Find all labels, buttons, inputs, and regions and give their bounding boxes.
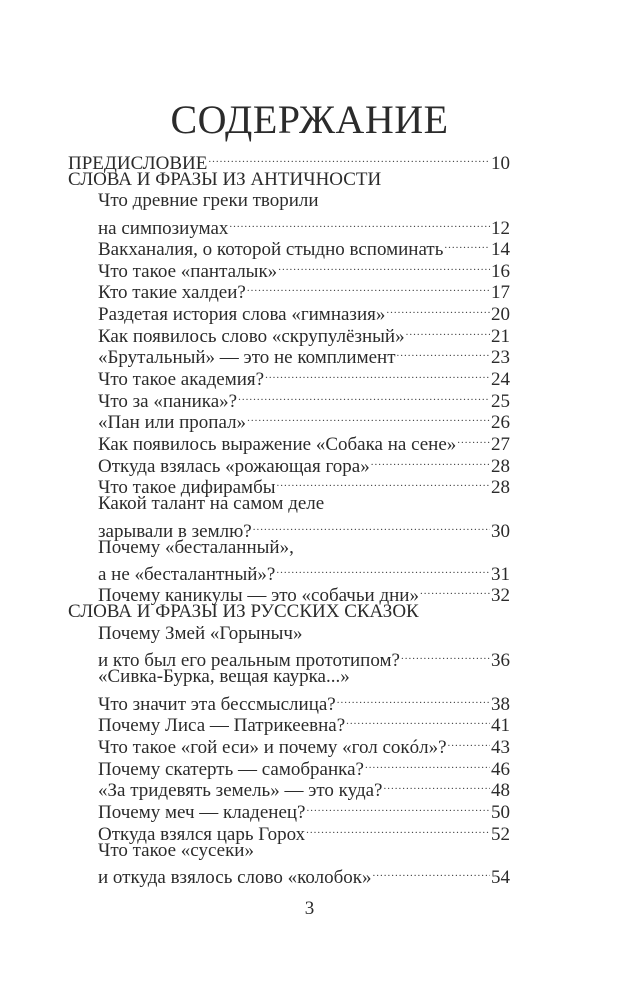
toc-entry-line[interactable] <box>68 493 510 515</box>
entry-title: «Сивка-Бурка, вещая каурка...» <box>98 666 350 688</box>
page-ref: 14 <box>491 239 510 261</box>
entry-title: Какой талант на самом деле <box>98 493 325 515</box>
page-ref: 27 <box>491 433 510 455</box>
entry-title: Почему «бесталанный», <box>98 536 294 558</box>
dot-leader <box>337 688 490 710</box>
entry-title: «Пан или пропал» <box>98 412 247 434</box>
dot-leader <box>306 818 490 840</box>
page-ref: 43 <box>491 736 510 758</box>
toc-entry-line[interactable] <box>68 212 510 239</box>
entry-title: Почему Змей «Горыныч» <box>98 623 303 645</box>
toc-entry-line[interactable] <box>68 861 510 888</box>
page-ref: 30 <box>491 520 510 542</box>
toc-entry-line[interactable] <box>68 623 510 645</box>
toc-entry-line[interactable] <box>68 515 510 542</box>
page-ref: 17 <box>491 282 510 304</box>
dot-leader <box>238 385 490 407</box>
dot-leader <box>371 450 490 472</box>
toc-entry-line[interactable] <box>68 558 510 585</box>
page-ref: 12 <box>491 217 510 239</box>
page-ref: 21 <box>491 325 510 347</box>
table-of-contents <box>68 147 510 888</box>
dot-leader <box>448 731 490 753</box>
page-ref: 28 <box>491 477 510 499</box>
toc-section-heading[interactable] <box>68 147 510 174</box>
page-ref: 31 <box>491 563 510 585</box>
page-ref: 52 <box>491 823 510 845</box>
entry-title: Откуда взялся царь Горох <box>98 823 306 845</box>
toc-entry-line[interactable] <box>68 537 510 559</box>
page-ref: 41 <box>491 715 510 737</box>
page-ref: 25 <box>491 390 510 412</box>
entry-title: Почему Лиса — Патрикеевна? <box>98 715 346 737</box>
entry-title: и откуда взялось слово «колобок» <box>98 866 372 888</box>
entry-title: Что такое «панталык» <box>98 260 278 282</box>
toc-entry-line[interactable] <box>68 688 510 715</box>
dot-leader <box>265 363 490 385</box>
toc-section-heading[interactable] <box>68 601 510 623</box>
dot-leader <box>306 796 490 818</box>
dot-leader <box>406 320 490 342</box>
entry-title: Что такое «гой еси» и почему «гол сокóл»? <box>98 736 447 758</box>
dot-leader <box>386 298 490 320</box>
entry-title: Что значит эта бессмыслица? <box>98 693 336 715</box>
dot-leader <box>457 428 490 450</box>
entry-title: Почему каникулы — это «собачьи дни» <box>98 585 419 607</box>
dot-leader <box>346 710 490 732</box>
dot-leader <box>247 407 490 429</box>
entry-title: Раздетая история слова «гимназия» <box>98 304 386 326</box>
entry-title: Кто такие халдеи? <box>98 282 246 304</box>
page-ref: 24 <box>491 369 510 391</box>
page-ref: 54 <box>491 866 510 888</box>
page-ref: 32 <box>491 585 510 607</box>
entry-title: «Брутальный» — это не комплимент <box>98 347 396 369</box>
page-ref: 46 <box>491 758 510 780</box>
dot-leader <box>229 212 490 234</box>
entry-title: Как появилось выражение «Собака на сене» <box>98 433 457 455</box>
section-title: ПРЕДИСЛОВИЕ <box>68 152 208 174</box>
page-ref: 48 <box>491 780 510 802</box>
page-ref: 36 <box>491 650 510 672</box>
dot-leader <box>278 255 490 277</box>
entry-title: «За тридевять земель» — это куда? <box>98 780 383 802</box>
entry-title: зарывали в землю? <box>98 520 252 542</box>
toc-entry-line[interactable] <box>68 190 510 212</box>
dot-leader <box>253 515 490 537</box>
dot-leader <box>444 234 490 256</box>
entry-title: Почему скатерть — самобранка? <box>98 758 364 780</box>
entry-title: Что за «паника»? <box>98 390 238 412</box>
page-ref: 38 <box>491 693 510 715</box>
section-title: СЛОВА И ФРАЗЫ ИЗ АНТИЧНОСТИ <box>68 168 382 190</box>
dot-leader <box>247 277 490 299</box>
toc-entry-line[interactable] <box>68 645 510 672</box>
entry-title: Почему меч — кладенец? <box>98 801 306 823</box>
dot-leader <box>420 580 490 602</box>
entry-title: а не «бесталантный»? <box>98 563 276 585</box>
page-ref: 23 <box>491 347 510 369</box>
dot-leader <box>277 472 490 494</box>
entry-title: Что древние греки творили <box>98 190 319 212</box>
dot-leader <box>401 645 490 667</box>
page-number: 3 <box>304 898 315 919</box>
dot-leader <box>365 753 490 775</box>
entry-title: Откуда взялась «рожающая гора» <box>98 455 370 477</box>
toc-entry-line[interactable] <box>68 666 510 688</box>
page-ref: 50 <box>491 801 510 823</box>
section-title: СЛОВА И ФРАЗЫ ИЗ РУССКИХ СКАЗОК <box>68 601 419 623</box>
toc-section-heading[interactable] <box>68 169 510 191</box>
entry-title: Что такое дифирамбы <box>98 477 276 499</box>
entry-title: Вакханалия, о которой стыдно вспоминать <box>98 239 444 261</box>
page-ref: 26 <box>491 412 510 434</box>
entry-title: Как появилось слово «скрупулёзный» <box>98 325 405 347</box>
page-title: СОДЕРЖАНИЕ <box>170 97 449 142</box>
page-ref: 10 <box>491 152 510 174</box>
dot-leader <box>383 775 490 797</box>
dot-leader <box>397 342 490 364</box>
entry-title: и кто был его реальным прототипом? <box>98 650 400 672</box>
page-ref: 16 <box>491 260 510 282</box>
entry-title: Что такое академия? <box>98 369 265 391</box>
entry-title: Что такое «сусеки» <box>98 839 254 861</box>
entry-title: на симпозиумах <box>98 217 229 239</box>
dot-leader <box>208 147 490 169</box>
dot-leader <box>276 558 490 580</box>
dot-leader <box>373 861 490 883</box>
page-ref: 28 <box>491 455 510 477</box>
page-ref: 20 <box>491 304 510 326</box>
